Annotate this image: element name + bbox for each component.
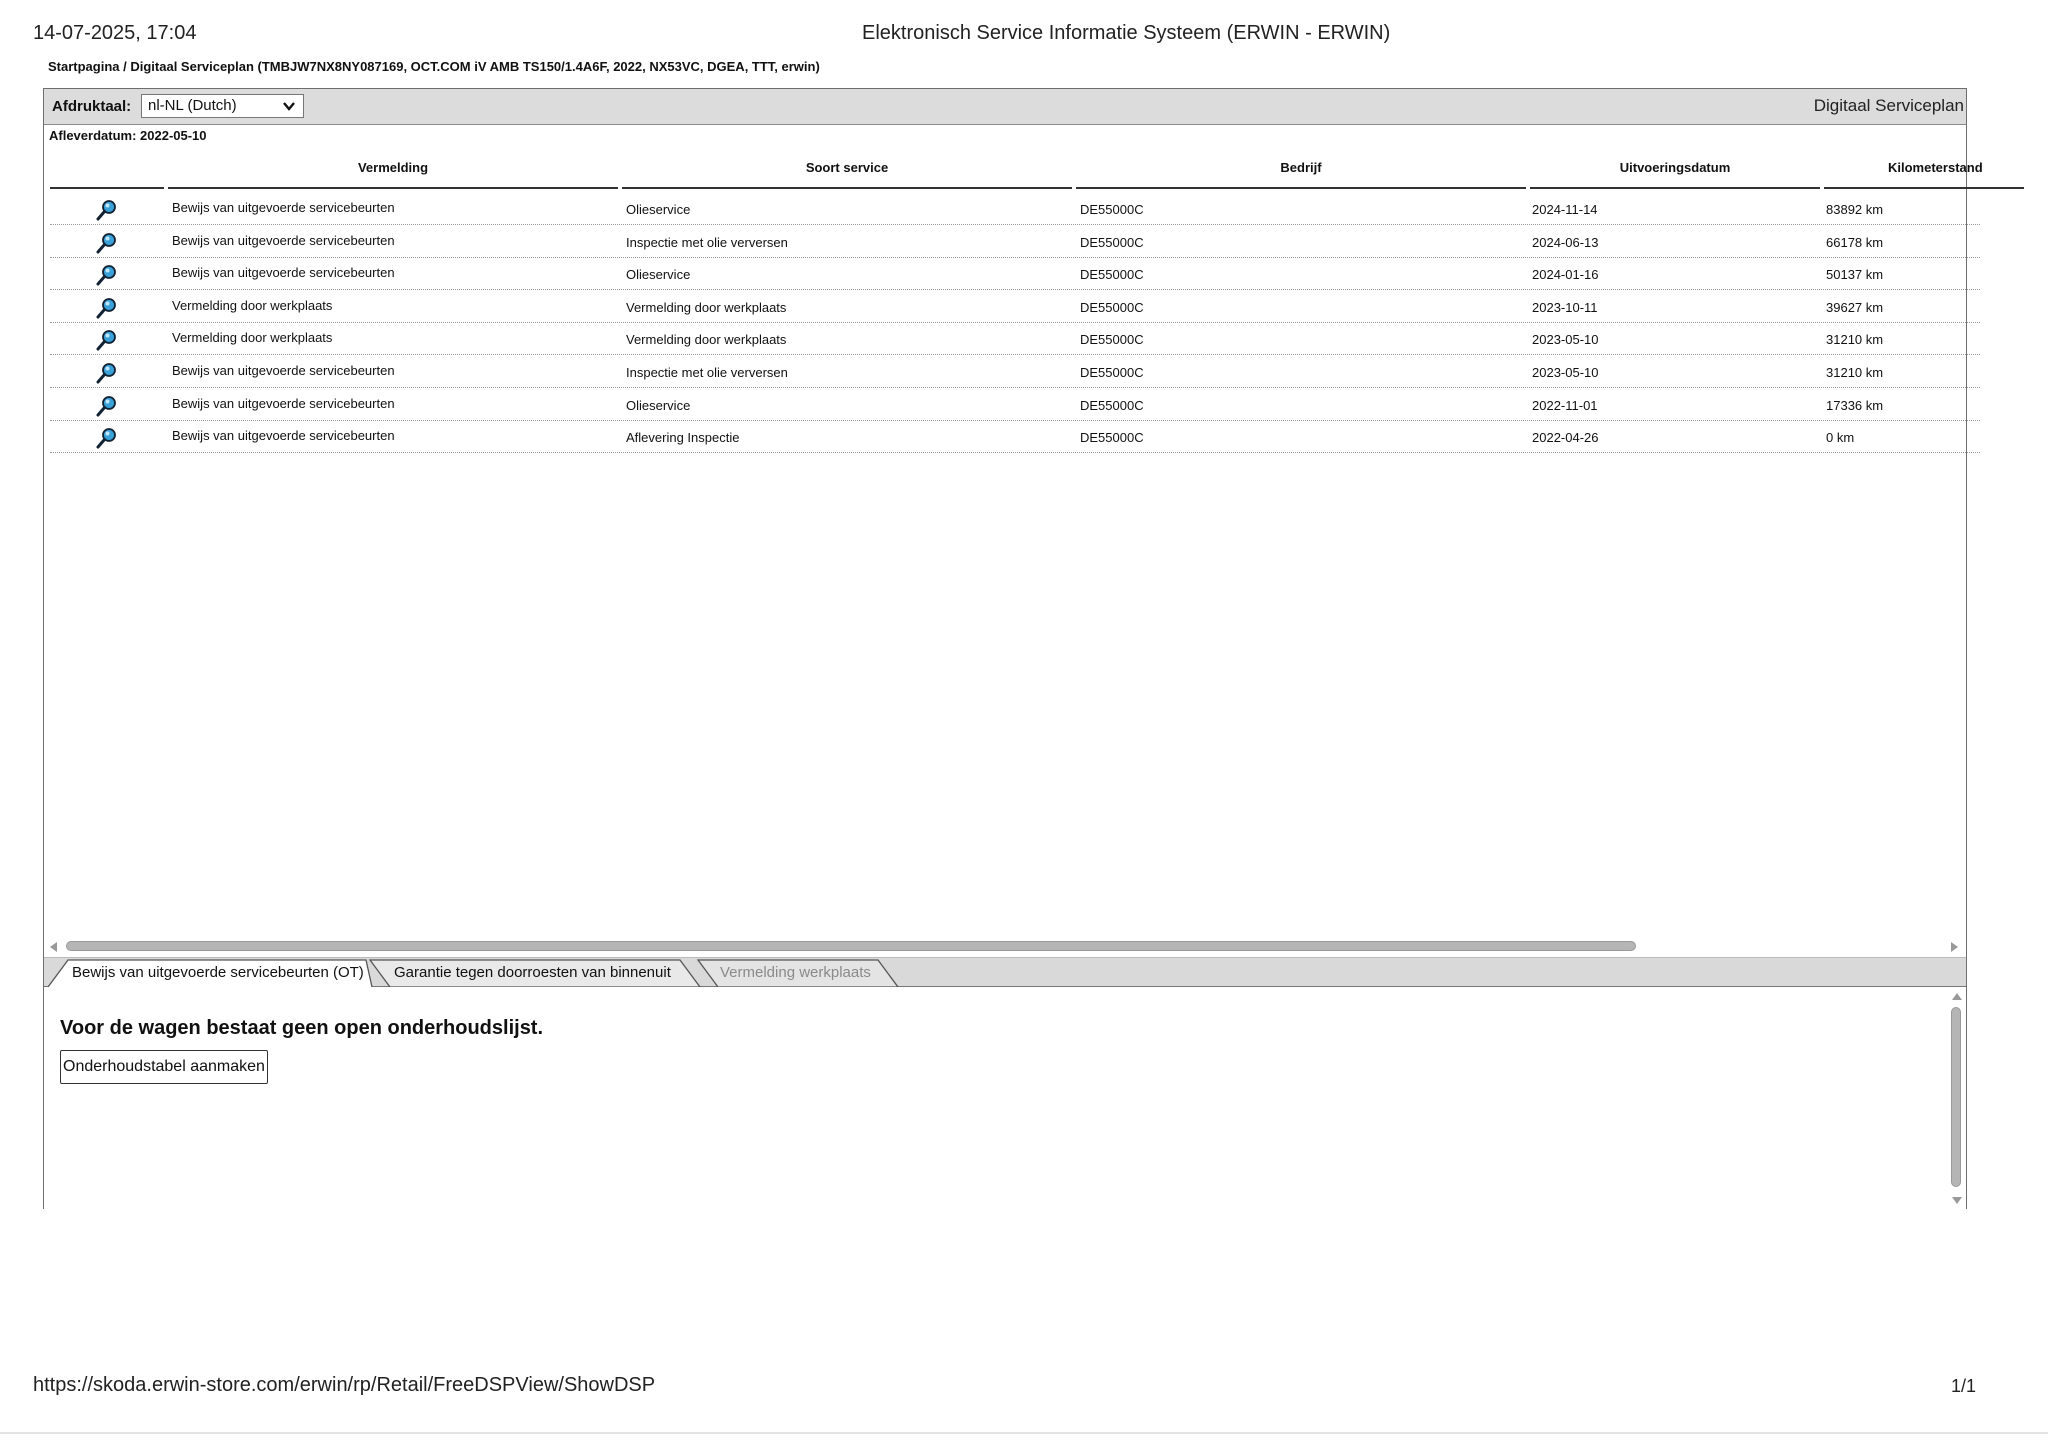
column-header-mileage[interactable]: Kilometerstand [1824,147,2024,189]
magnifier-icon[interactable] [96,362,118,384]
tab-service-proof[interactable] [48,958,372,988]
table-row[interactable] [50,226,1980,258]
column-header-service-type[interactable]: Soort service [622,147,1072,189]
tab-bar [44,957,1966,987]
cell-date: 2023-05-10 [1532,365,1599,380]
cell-entry: Bewijs van uitgevoerde servicebeurten [172,232,395,248]
magnifier-icon[interactable] [96,329,118,351]
cell-company: DE55000C [1080,267,1144,283]
horizontal-scroll-thumb[interactable] [66,941,1636,951]
vertical-scrollbar[interactable] [1946,987,1966,1210]
table-row[interactable] [50,356,1980,388]
cell-company: DE55000C [1080,332,1144,348]
create-maintenance-table-button[interactable]: Onderhoudstabel aanmaken [60,1050,268,1084]
cell-km: 0 km [1826,430,1855,446]
magnifier-icon[interactable] [96,232,118,254]
print-title: Elektronisch Service Informatie Systeem (ERWIN - ERWIN) [862,22,1391,44]
cell-service: Olieservice [626,267,691,283]
cell-date: 2024-01-16 [1532,267,1599,283]
cell-service: Olieservice [626,397,691,413]
cell-service: Inspectie met olie verversen [626,365,788,380]
cell-entry: Bewijs van uitgevoerde servicebeurten [172,395,395,411]
cell-service: Inspectie met olie verversen [626,234,788,250]
language-label: Afdruktaal: [52,98,132,115]
cell-company: DE55000C [1080,365,1144,380]
maintenance-content [44,987,1966,1210]
cell-km: 31210 km [1826,365,1884,380]
magnifier-icon[interactable] [96,427,118,449]
scroll-down-icon[interactable] [1951,1196,1963,1206]
tab-label: Vermelding werkplaats [720,964,871,981]
language-select[interactable] [141,94,304,118]
panel-title: Digitaal Serviceplan [1813,96,1964,115]
table-row[interactable] [50,291,1980,323]
cell-date: 2024-06-13 [1532,234,1599,250]
cell-entry: Vermelding door werkplaats [172,297,333,313]
cell-date: 2023-05-10 [1532,332,1599,348]
cell-entry: Bewijs van uitgevoerde servicebeurten [172,363,395,378]
cell-service: Vermelding door werkplaats [626,299,787,315]
table-row[interactable] [50,389,1980,421]
cell-date: 2022-11-01 [1532,397,1598,413]
cell-service: Olieservice [626,202,691,217]
cell-service: Aflevering Inspectie [626,430,740,446]
cell-company: DE55000C [1080,234,1144,250]
column-header-icon [50,147,164,189]
column-header-entry[interactable]: Vermelding [168,147,618,189]
column-header-company[interactable]: Bedrijf [1076,147,1526,189]
magnifier-icon[interactable] [96,395,118,417]
delivery-date: Afleverdatum: 2022-05-10 [49,128,207,143]
cell-entry: Vermelding door werkplaats [172,330,333,346]
table-row[interactable] [50,193,1980,225]
language-select-value: nl-NL (Dutch) [148,97,237,114]
toolbar [44,89,1966,125]
scan-divider [0,1432,2048,1434]
breadcrumb[interactable]: Startpagina / Digitaal Serviceplan (TMBJW7NX8NY087169, OCT.COM iV AMB TS150/1.4A6F, 2022, NX53VC, DGEA, TTT, erwin) [48,59,820,74]
cell-date: 2022-04-26 [1532,430,1599,446]
scroll-up-icon[interactable] [1951,991,1963,1001]
horizontal-scrollbar[interactable] [44,937,1966,957]
print-url: https://skoda.erwin-store.com/erwin/rp/Retail/FreeDSPView/ShowDSP [33,1374,656,1396]
cell-date: 2024-11-14 [1532,202,1598,217]
table-row[interactable] [50,258,1980,290]
service-plan-panel [43,88,1983,1209]
cell-entry: Bewijs van uitgevoerde servicebeurten [172,428,395,444]
cell-company: DE55000C [1080,299,1144,315]
table-row[interactable] [50,323,1980,355]
magnifier-icon[interactable] [96,264,118,286]
scroll-left-icon[interactable] [48,941,58,953]
table-row[interactable] [50,421,1980,453]
cell-entry: Bewijs van uitgevoerde servicebeurten [172,200,395,215]
tab-rust-warranty[interactable] [370,958,700,988]
print-page-number: 1/1 [1950,1376,1976,1396]
cell-km: 50137 km [1826,267,1884,283]
cell-km: 17336 km [1826,397,1884,413]
tab-label: Garantie tegen doorroesten van binnenuit [394,964,671,981]
cell-company: DE55000C [1080,430,1144,446]
empty-maintenance-message: Voor de wagen bestaat geen open onderhoudslijst. [60,1017,544,1039]
cell-km: 83892 km [1826,202,1884,217]
cell-km: 66178 km [1826,234,1884,250]
magnifier-icon[interactable] [96,199,118,221]
cell-date: 2023-10-11 [1532,299,1598,315]
column-header-date[interactable]: Uitvoeringsdatum [1530,147,1820,189]
cell-km: 31210 km [1826,332,1884,348]
print-datetime: 14-07-2025, 17:04 [33,22,197,44]
chevron-down-icon [281,98,297,114]
cell-km: 39627 km [1826,299,1884,315]
vertical-scroll-thumb[interactable] [1951,1007,1961,1187]
tab-label: Bewijs van uitgevoerde servicebeurten (OT) [72,964,364,981]
scroll-right-icon[interactable] [1950,941,1960,953]
cell-company: DE55000C [1080,202,1144,217]
cell-service: Vermelding door werkplaats [626,332,787,348]
cell-company: DE55000C [1080,397,1144,413]
tab-workshop-note[interactable] [698,958,898,988]
magnifier-icon[interactable] [96,297,118,319]
cell-entry: Bewijs van uitgevoerde servicebeurten [172,265,395,281]
